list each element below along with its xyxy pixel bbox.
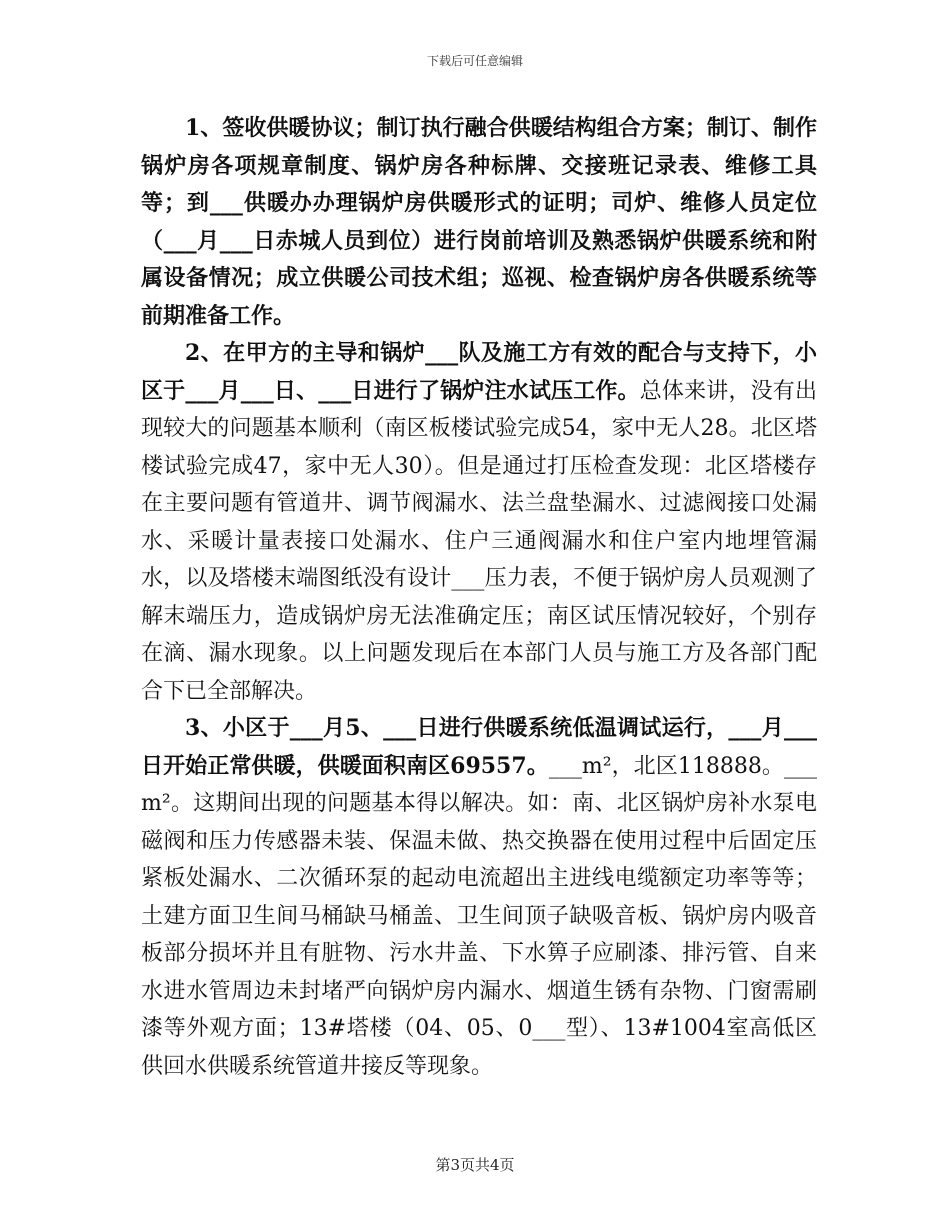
- paragraph-3-bold: 3、小区于___月5、___日进行供暖系统低温调试运行，___月___日开始正常供暖，供暖面积南区69557。: [141, 715, 817, 779]
- page-number: 第3页共4页: [435, 1156, 515, 1174]
- paragraph-2-bold: 2、在甲方的主导和锅炉___队及施工方有效的配合与支持下，小区于___月___日、___日进行了锅炉注水试压工作。: [141, 340, 817, 404]
- page-header-note: 下载后可任意编辑: [426, 54, 523, 68]
- paragraph-1-bold: 1、签收供暖协议；制订执行融合供暖结构组合方案；制订、制作锅炉房各项规章制度、锅炉房各种标牌、交接班记录表、维修工具等；到___供暖办办理锅炉房供暖形式的证明；司炉、维修人员定位（___月___日赤城人员到位）进行岗前培训及熟悉锅炉供暖系统和附属设备情况；成立供暖公司技术组；巡视、检查锅炉房各供暖系统等前期准备工作。: [141, 115, 817, 329]
- paragraph-3-normal: ___m²，北区118888。___m²。这期间出现的问题基本得以解决。如：南、北区锅炉房补水泵电磁阀和压力传感器未装、保温未做、热交换器在使用过程中后固定压紧板处漏水、二次循环泵的起动电流超出主进线电缆额定功率等等；土建方面卫生间马桶缺马桶盖、卫生间顶子缺吸音板、锅炉房内吸音板部分损坏并且有脏物、污水井盖、下水箅子应刷漆、排污管、自来水进水管周边未封堵严向锅炉房内漏水、烟道生锈有杂物、门窗需刷漆等外观方面；13#塔楼（04、05、0___型）、13#1004室高低区供回水供暖系统管道井接反等现象。: [141, 753, 817, 1079]
- paragraph-2-normal: 总体来讲，没有出现较大的问题基本顺利（南区板楼试验完成54，家中无人28。北区塔楼试验完成47，家中无人30）。但是通过打压检查发现：北区塔楼存在主要问题有管道井、调节阀漏水、法兰盘垫漏水、过滤阀接口处漏水、采暖计量表接口处漏水、住户三通阀漏水和住户室内地埋管漏水，以及塔楼末端图纸没有设计___压力表，不便于锅炉房人员观测了解末端压力，造成锅炉房无法准确定压；南区试压情况较好，个别存在滴、漏水现象。以上问题发现后在本部门人员与施工方及各部门配合下已全部解决。: [141, 378, 817, 704]
- paragraph-1: [141, 110, 817, 335]
- document-body: [141, 110, 817, 1085]
- paragraph-3: [141, 710, 817, 1085]
- paragraph-2: [141, 335, 817, 710]
